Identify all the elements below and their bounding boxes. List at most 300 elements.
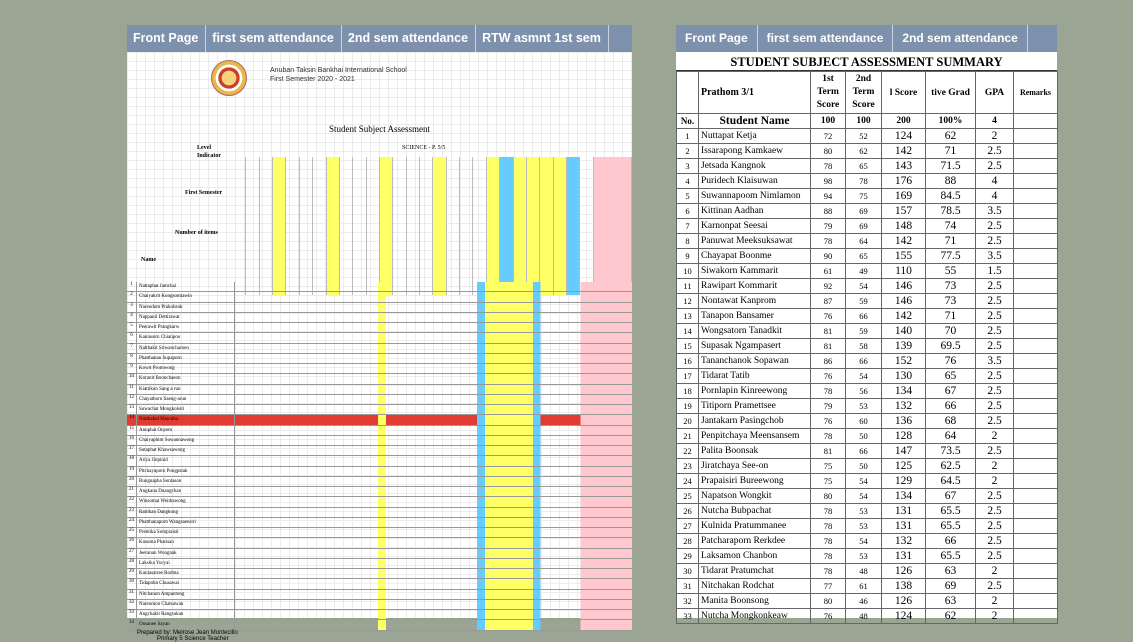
student-name: Rungnapha Sontason — [137, 477, 235, 486]
gpa-value: 2.5 — [976, 339, 1014, 354]
student-name: Anuphat Onyem — [137, 426, 235, 435]
second-term-score: 53 — [846, 504, 882, 519]
assessment-header — [127, 145, 632, 295]
grade-percent: 65 — [926, 369, 976, 384]
student-name: Pitchayaporn Pongpstak — [137, 467, 235, 476]
second-term-score: 53 — [846, 519, 882, 534]
student-row[interactable] — [127, 508, 632, 518]
student-row[interactable] — [127, 344, 632, 354]
student-row[interactable] — [127, 477, 632, 487]
summary-row[interactable] — [677, 159, 1058, 174]
second-term-score: 78 — [846, 174, 882, 189]
student-row[interactable] — [127, 282, 632, 292]
second-term-score: 66 — [846, 354, 882, 369]
student-name: Kaniasorn Chianpoo — [137, 333, 235, 342]
summary-row[interactable] — [677, 579, 1058, 594]
summary-row[interactable] — [677, 609, 1058, 624]
name-label: Name — [141, 257, 156, 263]
first-term-score: 77 — [811, 579, 846, 594]
score-cells — [235, 415, 632, 424]
row-number: 14 — [127, 415, 137, 424]
score-cells — [235, 303, 632, 312]
score-columns — [233, 157, 632, 295]
first-term-score: 87 — [811, 294, 846, 309]
gpa-value: 2 — [976, 474, 1014, 489]
row-no: 30 — [677, 564, 699, 579]
right-sheet-tabs — [676, 25, 1057, 52]
remarks-cell — [1014, 339, 1058, 354]
student-name-label: Student Name — [699, 114, 811, 129]
first-term-score: 81 — [811, 339, 846, 354]
score-cells — [235, 528, 632, 537]
second-term-score: 53 — [846, 549, 882, 564]
summary-row[interactable] — [677, 399, 1058, 414]
score-cells — [235, 354, 632, 363]
row-no: 24 — [677, 474, 699, 489]
first-term-score: 79 — [811, 399, 846, 414]
student-name: Angkana Duangchan — [137, 487, 235, 496]
second-term-score: 53 — [846, 399, 882, 414]
summary-row[interactable] — [677, 309, 1058, 324]
student-name: Chayathorn Saeng-arun — [137, 395, 235, 404]
summary-row[interactable] — [677, 264, 1058, 279]
max-total: 200 — [882, 114, 926, 129]
student-name: Nitchanon Ampantong — [137, 590, 235, 599]
student-row[interactable] — [127, 415, 632, 425]
student-name: Tidarat Tatib — [699, 369, 811, 384]
remarks-cell — [1014, 459, 1058, 474]
school-name: Anuban Taksin Bankhai International School — [270, 67, 407, 74]
row-no: 18 — [677, 384, 699, 399]
first-term-score: 78 — [811, 384, 846, 399]
score-cells — [235, 426, 632, 435]
score-cells — [235, 323, 632, 332]
student-row[interactable] — [127, 600, 632, 610]
first-term-score: 81 — [811, 444, 846, 459]
gpa-value: 2.5 — [976, 279, 1014, 294]
total-score: 155 — [882, 249, 926, 264]
gpa-value: 2 — [976, 429, 1014, 444]
grade-percent: 62.5 — [926, 459, 976, 474]
student-rows — [127, 282, 632, 631]
second-term-score: 66 — [846, 444, 882, 459]
col-total-score: l Score — [882, 72, 926, 114]
summary-row[interactable] — [677, 189, 1058, 204]
row-number: 34 — [127, 620, 137, 629]
row-no: 29 — [677, 549, 699, 564]
row-no: 8 — [677, 234, 699, 249]
student-name: Onsanee Sayan — [137, 620, 235, 629]
row-no: 25 — [677, 489, 699, 504]
score-cells — [235, 456, 632, 465]
student-name: Ariya Jinpinid — [137, 456, 235, 465]
first-term-score: 78 — [811, 429, 846, 444]
student-row[interactable] — [127, 313, 632, 323]
student-name: Napatson Wongkit — [699, 489, 811, 504]
student-name: Tidapohn Chusawai — [137, 579, 235, 588]
row-number: 17 — [127, 446, 137, 455]
total-score: 136 — [882, 414, 926, 429]
summary-row[interactable] — [677, 594, 1058, 609]
total-score: 146 — [882, 279, 926, 294]
student-row[interactable] — [127, 549, 632, 559]
row-no: 10 — [677, 264, 699, 279]
student-row[interactable] — [127, 487, 632, 497]
student-row[interactable] — [127, 456, 632, 466]
gpa-value: 3.5 — [976, 354, 1014, 369]
row-no: 12 — [677, 294, 699, 309]
student-name: Sutaphat Khawsawong — [137, 446, 235, 455]
total-score: 131 — [882, 504, 926, 519]
row-no: 26 — [677, 504, 699, 519]
tab-first-sem-attendance-right[interactable]: first sem attendance — [758, 25, 894, 52]
row-no: 6 — [677, 204, 699, 219]
row-number: 32 — [127, 600, 137, 609]
total-score: 134 — [882, 489, 926, 504]
score-cells — [235, 487, 632, 496]
score-cells — [235, 579, 632, 588]
summary-row[interactable] — [677, 564, 1058, 579]
student-row[interactable] — [127, 620, 632, 630]
student-name: Nutcha Mongkonkeaw — [699, 609, 811, 624]
gpa-value: 3.5 — [976, 249, 1014, 264]
row-no: 20 — [677, 414, 699, 429]
total-score: 130 — [882, 369, 926, 384]
total-score: 143 — [882, 159, 926, 174]
remarks-cell — [1014, 324, 1058, 339]
level-label: Level — [197, 145, 211, 151]
grade-percent: 66 — [926, 534, 976, 549]
summary-row[interactable] — [677, 384, 1058, 399]
student-name: Nareudom Prakobsuk — [137, 303, 235, 312]
student-row[interactable] — [127, 518, 632, 528]
row-number: 28 — [127, 559, 137, 568]
score-cells — [235, 600, 632, 609]
score-cells — [235, 364, 632, 373]
row-number: 21 — [127, 487, 137, 496]
student-name: Tananchanok Sopawan — [699, 354, 811, 369]
student-row[interactable] — [127, 590, 632, 600]
remarks-cell — [1014, 429, 1058, 444]
summary-table — [676, 71, 1058, 624]
student-name: Jetsada Kangnok — [699, 159, 811, 174]
row-no: 22 — [677, 444, 699, 459]
gpa-value: 2.5 — [976, 144, 1014, 159]
remarks-cell — [1014, 174, 1058, 189]
grade-percent: 73.5 — [926, 444, 976, 459]
row-no: 11 — [677, 279, 699, 294]
student-name: Suwachat Mongkolsiri — [137, 405, 235, 414]
score-cells — [235, 497, 632, 506]
second-term-score: 48 — [846, 564, 882, 579]
student-name: Angchakit Rangsukan — [137, 610, 235, 619]
student-name: Nappanil Dettirawat — [137, 313, 235, 322]
student-row[interactable] — [127, 333, 632, 343]
student-row[interactable] — [127, 497, 632, 507]
total-score: 126 — [882, 594, 926, 609]
student-name: Jeeranan Wongnak — [137, 549, 235, 558]
first-term-score: 86 — [811, 354, 846, 369]
score-cells — [235, 405, 632, 414]
grade-percent: 69 — [926, 579, 976, 594]
student-row[interactable] — [127, 385, 632, 395]
student-row[interactable] — [127, 538, 632, 548]
school-header — [270, 66, 407, 84]
row-number: 10 — [127, 374, 137, 383]
level-value: SCIENCE - P. 5/5 — [402, 145, 446, 151]
second-term-score: 50 — [846, 429, 882, 444]
second-term-score: 61 — [846, 579, 882, 594]
remarks-cell — [1014, 489, 1058, 504]
first-term-score: 78 — [811, 534, 846, 549]
remarks-cell — [1014, 204, 1058, 219]
student-name: Kowit Promwong — [137, 364, 235, 373]
row-number: 23 — [127, 508, 137, 517]
student-name: Chaiyaphim Suwannawong — [137, 436, 235, 445]
student-name: Chayapat Boonme — [699, 249, 811, 264]
second-term-score: 48 — [846, 609, 882, 624]
student-name: Rattikan Dangkong — [137, 508, 235, 517]
row-number: 22 — [127, 497, 137, 506]
items-label: Number of items — [175, 230, 218, 236]
row-number: 2 — [127, 292, 137, 301]
second-term-score: 60 — [846, 414, 882, 429]
student-name: Palita Boonsak — [699, 444, 811, 459]
row-no: 32 — [677, 594, 699, 609]
grade-percent: 71 — [926, 309, 976, 324]
remarks-cell — [1014, 504, 1058, 519]
student-row[interactable] — [127, 446, 632, 456]
summary-row[interactable] — [677, 219, 1058, 234]
student-name: Titiporn Pramettsee — [699, 399, 811, 414]
student-row[interactable] — [127, 436, 632, 446]
student-name: Kiattikun Sang a run — [137, 385, 235, 394]
student-name: Nattaphat Jamchai — [137, 282, 235, 291]
row-number: 16 — [127, 436, 137, 445]
summary-row[interactable] — [677, 519, 1058, 534]
second-term-score: 59 — [846, 324, 882, 339]
second-term-score: 54 — [846, 474, 882, 489]
class-name: Prathom 3/1 — [699, 72, 811, 114]
gpa-value: 2 — [976, 594, 1014, 609]
first-term-score: 78 — [811, 504, 846, 519]
row-no: 17 — [677, 369, 699, 384]
student-name: Laksika Yucyai — [137, 559, 235, 568]
student-row[interactable] — [127, 395, 632, 405]
total-score: 142 — [882, 144, 926, 159]
tab-front-page[interactable]: Front Page — [127, 25, 206, 52]
assessment-sheet[interactable] — [127, 52, 632, 642]
summary-row[interactable] — [677, 444, 1058, 459]
row-no: 33 — [677, 609, 699, 624]
summary-row[interactable] — [677, 144, 1058, 159]
second-term-score: 75 — [846, 189, 882, 204]
student-row[interactable] — [127, 323, 632, 333]
remarks-cell — [1014, 354, 1058, 369]
remarks-cell — [1014, 594, 1058, 609]
gpa-value: 2.5 — [976, 309, 1014, 324]
student-row[interactable] — [127, 374, 632, 384]
student-name: Peerawit Prangkarw — [137, 323, 235, 332]
remarks-cell — [1014, 234, 1058, 249]
student-row[interactable] — [127, 303, 632, 313]
grade-percent: 78.5 — [926, 204, 976, 219]
student-row[interactable] — [127, 610, 632, 620]
student-row[interactable] — [127, 364, 632, 374]
row-number: 15 — [127, 426, 137, 435]
summary-row[interactable] — [677, 204, 1058, 219]
remarks-cell — [1014, 609, 1058, 624]
first-term-score: 78 — [811, 234, 846, 249]
summary-row[interactable] — [677, 279, 1058, 294]
remarks-cell — [1014, 129, 1058, 144]
tab-first-sem-attendance[interactable]: first sem attendance — [206, 25, 342, 52]
right-spreadsheet-window — [676, 25, 1057, 622]
student-name: Phatthanan Supaporn — [137, 354, 235, 363]
grade-percent: 65.5 — [926, 504, 976, 519]
tab-second-sem-attendance-right[interactable]: 2nd sem attendance — [893, 25, 1027, 52]
gpa-value: 2 — [976, 564, 1014, 579]
second-term-score: 56 — [846, 384, 882, 399]
student-name: Kunlasatree Rodma — [137, 569, 235, 578]
grade-percent: 77.5 — [926, 249, 976, 264]
total-score: 132 — [882, 399, 926, 414]
summary-row[interactable] — [677, 339, 1058, 354]
total-score: 131 — [882, 549, 926, 564]
first-term-score: 80 — [811, 594, 846, 609]
row-no: 28 — [677, 534, 699, 549]
total-score: 129 — [882, 474, 926, 489]
row-number: 11 — [127, 385, 137, 394]
grade-percent: 65.5 — [926, 519, 976, 534]
first-term-score: 76 — [811, 309, 846, 324]
row-number: 19 — [127, 467, 137, 476]
row-number: 24 — [127, 518, 137, 527]
student-name: Kittinan Aadhan — [699, 204, 811, 219]
total-score: 169 — [882, 189, 926, 204]
student-name: Jantakarn Pasingchob — [699, 414, 811, 429]
grade-percent: 62 — [926, 129, 976, 144]
summary-row[interactable] — [677, 459, 1058, 474]
tab-rtw-asmnt[interactable]: RTW asmnt 1st sem — [476, 25, 609, 52]
total-score: 125 — [882, 459, 926, 474]
student-name: Nontawat Kanprom — [699, 294, 811, 309]
row-number: 13 — [127, 405, 137, 414]
student-row[interactable] — [127, 405, 632, 415]
sheet-title: Student Subject Assessment — [329, 124, 430, 134]
summary-row[interactable] — [677, 129, 1058, 144]
tab-front-page-right[interactable]: Front Page — [676, 25, 758, 52]
score-cells — [235, 436, 632, 445]
student-name: Kulnida Pratummanee — [699, 519, 811, 534]
summary-row[interactable] — [677, 174, 1058, 189]
grade-percent: 65.5 — [926, 549, 976, 564]
student-row[interactable] — [127, 579, 632, 589]
first-term-score: 76 — [811, 414, 846, 429]
summary-body — [677, 129, 1058, 624]
student-row[interactable] — [127, 426, 632, 436]
student-row[interactable] — [127, 528, 632, 538]
student-name: Laksamon Chanbon — [699, 549, 811, 564]
total-score: 146 — [882, 294, 926, 309]
row-number: 29 — [127, 569, 137, 578]
teacher-role: Primary 5 Science Teacher — [157, 636, 229, 642]
total-score: 126 — [882, 564, 926, 579]
summary-row[interactable] — [677, 249, 1058, 264]
row-number: 7 — [127, 344, 137, 353]
gpa-value: 2.5 — [976, 579, 1014, 594]
student-row[interactable] — [127, 467, 632, 477]
summary-row[interactable] — [677, 489, 1058, 504]
grade-percent: 73 — [926, 279, 976, 294]
grade-percent: 68 — [926, 414, 976, 429]
total-score: 131 — [882, 519, 926, 534]
total-score: 142 — [882, 309, 926, 324]
summary-row[interactable] — [677, 429, 1058, 444]
remarks-cell — [1014, 279, 1058, 294]
gpa-value: 2.5 — [976, 414, 1014, 429]
summary-row[interactable] — [677, 369, 1058, 384]
grade-percent: 88 — [926, 174, 976, 189]
gpa-value: 2.5 — [976, 384, 1014, 399]
total-score: 176 — [882, 174, 926, 189]
summary-row[interactable] — [677, 294, 1058, 309]
summary-header-row — [677, 72, 1058, 114]
second-term-score: 58 — [846, 339, 882, 354]
student-row[interactable] — [127, 559, 632, 569]
summary-row[interactable] — [677, 504, 1058, 519]
summary-row[interactable] — [677, 234, 1058, 249]
total-score: 138 — [882, 579, 926, 594]
row-number: 20 — [127, 477, 137, 486]
max-grade: 100% — [926, 114, 976, 129]
gpa-value: 2 — [976, 459, 1014, 474]
remarks-cell — [1014, 579, 1058, 594]
student-row[interactable] — [127, 354, 632, 364]
grade-percent: 71 — [926, 234, 976, 249]
summary-row[interactable] — [677, 474, 1058, 489]
first-term-score: 88 — [811, 204, 846, 219]
second-term-score: 54 — [846, 369, 882, 384]
summary-row[interactable] — [677, 324, 1058, 339]
second-term-score: 52 — [846, 129, 882, 144]
first-term-score: 72 — [811, 129, 846, 144]
grade-percent: 63 — [926, 564, 976, 579]
tab-second-sem-attendance[interactable]: 2nd sem attendance — [342, 25, 476, 52]
score-cells — [235, 467, 632, 476]
score-cells — [235, 590, 632, 599]
summary-row[interactable] — [677, 414, 1058, 429]
student-row[interactable] — [127, 292, 632, 302]
student-name: Tidarat Pratumchat — [699, 564, 811, 579]
summary-row[interactable] — [677, 354, 1058, 369]
remarks-cell — [1014, 519, 1058, 534]
student-name: Koranit Boonchaeon — [137, 374, 235, 383]
summary-row[interactable] — [677, 534, 1058, 549]
first-term-score: 78 — [811, 564, 846, 579]
student-row[interactable] — [127, 569, 632, 579]
student-name: Wongsatorn Tanadkit — [699, 324, 811, 339]
total-score: 134 — [882, 384, 926, 399]
second-term-score: 69 — [846, 219, 882, 234]
gpa-value: 2.5 — [976, 234, 1014, 249]
second-term-score: 66 — [846, 309, 882, 324]
row-no: 23 — [677, 459, 699, 474]
summary-row[interactable] — [677, 549, 1058, 564]
second-term-score: 54 — [846, 534, 882, 549]
first-term-score: 90 — [811, 249, 846, 264]
score-cells — [235, 518, 632, 527]
